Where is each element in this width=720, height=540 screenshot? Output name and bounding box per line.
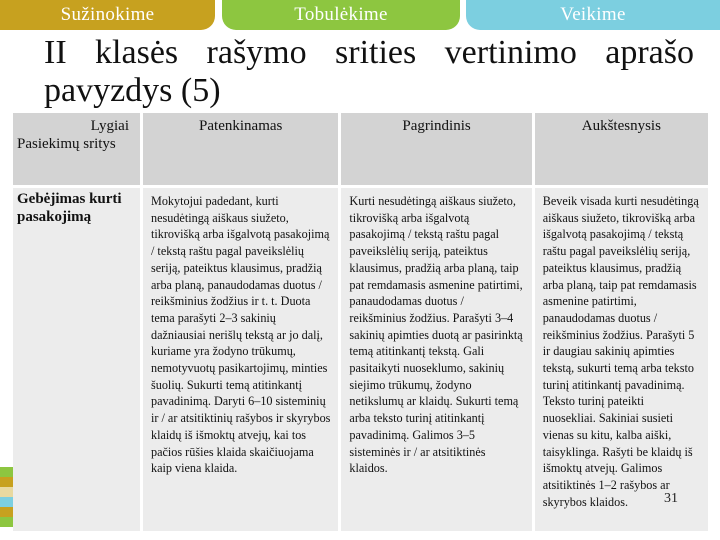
tab-suzinokime[interactable]: Sužinokime: [0, 0, 215, 30]
leftbar-segment: [0, 517, 13, 527]
leftbar-segment: [0, 507, 13, 517]
assessment-table: [13, 113, 708, 527]
corner-header: [13, 113, 142, 187]
leftbar-segment: [0, 467, 13, 477]
slide-number: 31: [664, 491, 678, 506]
areas-label: Pasiekimų sritys: [17, 136, 116, 152]
header-pagrindinis: Pagrindinis: [340, 113, 533, 187]
cell-pagrindinis: Kurti nesudėtingą aiškaus siužeto, tikrovišką arba išgalvotą pasakojimą / tekstą raštu pagal paveikslėlių seriją, pateiktus klausimus, pradžią arba planą, taip pat remdamasis asmenine patirtimi, panaudodamas duotus / reikšminius žodžius. Parašyti 3–4 sakinių apimties duotą ar pasirinktą temą atitinkantį tekstą. Gali pasitaikyti nuoseklumo, sakinių siejimo trūkumų, žodyno netikslumų ar klaidų. Sukurti temą arba teksto turinį atitinkantį pavadinimą. Galimos 3–5 sisteminės ir / ar atsitiktinės klaidos.: [340, 187, 533, 532]
tab-veikime[interactable]: Veikime: [466, 0, 720, 30]
header-patenkinamas: Patenkinamas: [142, 113, 340, 187]
cell-patenkinamas: Mokytojui padedant, kurti nesudėtingą aiškaus siužeto, tikrovišką arba išgalvotą pasakojimą / tekstą raštu pagal paveikslėlių seriją, pateiktus klausimus, pradžią arba planą, panaudodamas duotus / reikšminius žodžius ir t. t. Duota tema parašyti 2–3 sakinių dažniausiai nerišlų tekstą ar jo dalį, kuriame yra žodyno trūkumų, nemotyvuotų pasikartojimų, minties šuolių. Sukurti temą atitinkantį pavadinimą. Daryti 6–10 sisteminių ir / ar atsitiktinių rašybos ir skyrybos klaidų iš išmoktų atvejų, kai tos pačios rūšies klaida skaičiuojama kaip viena klaida.: [142, 187, 340, 532]
row-label: Gebėjimas kurti pasakojimą: [13, 187, 142, 532]
header-aukstesnysis: Aukštesnysis: [533, 113, 708, 187]
leftbar-segment: [0, 497, 13, 507]
levels-label: Lygiai: [90, 118, 129, 134]
left-color-bar: [0, 467, 13, 527]
table-row: [13, 187, 708, 532]
table-header-row: [13, 113, 708, 187]
tab-tobulekime[interactable]: Tobulėkime: [222, 0, 460, 30]
slide-title: II klasės rašymo srities vertinimo aprašo pavyzdys (5): [44, 34, 694, 109]
cell-aukstesnysis: Beveik visada kurti nesudėtingą aiškaus siužeto, tikrovišką arba išgalvotą pasakojimą / tekstą raštu pagal paveikslėlių seriją, pateiktus klausimus, pradžią arba planą, taip pat remdamasis asmenine patirtimi, panaudodamas duotus / reikšminius žodžius. Parašyti 5 ir daugiau sakinių apimties tekstą, sukurti temą arba teksto turinį atitinkantį pavadinimą. Teksto turinį pateikti nuosekliai. Sakiniai susieti vienas su kitu, kalba aiški, taisyklinga. Rašyti be klaidų iš išmoktų atvejų. Galimos atsitiktinės 1–2 rašybos ar skyrybos klaidos.: [533, 187, 708, 532]
leftbar-segment: [0, 477, 13, 487]
leftbar-segment: [0, 487, 13, 497]
top-tab-bar: [0, 0, 720, 30]
